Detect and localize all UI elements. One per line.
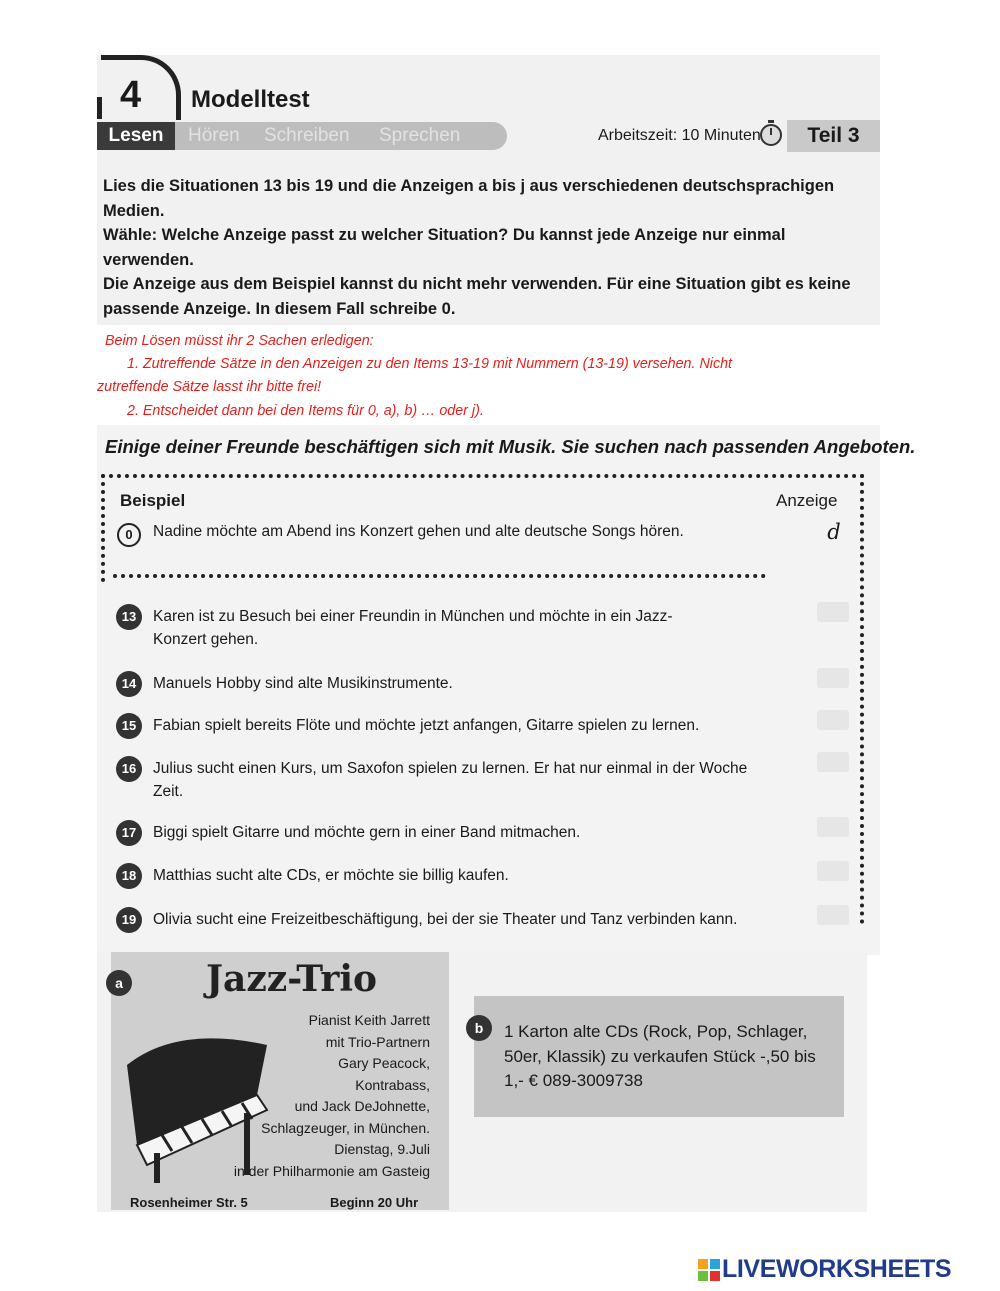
answer-input-13[interactable] xyxy=(817,602,849,622)
teacher-note-intro: Beim Lösen müsst ihr 2 Sachen erledigen: xyxy=(105,333,374,349)
item-text-13: Karen ist zu Besuch bei einer Freundin in München und möchte in ein Jazz-Konzert gehen. xyxy=(153,608,673,648)
chapter-number: 4 xyxy=(120,74,142,116)
ad-a-start-time: Beginn 20 Uhr xyxy=(330,1195,419,1210)
ad-b-text: 1 Karton alte CDs (Rock, Pop, Schlager, 50er, Klassik) zu verkaufen Stück -,50 bis 1,- € 089-3009738 xyxy=(504,1022,816,1090)
ad-a-line: in der Philharmonie am Gasteig xyxy=(233,1162,430,1179)
ad-a-title: Jazz-Trio xyxy=(206,958,378,1000)
ad-a-line: Pianist Keith Jarrett xyxy=(308,1012,430,1028)
item-number-16: 16 xyxy=(116,756,142,782)
answer-column-header: Anzeige xyxy=(776,491,838,510)
example-label: Beispiel xyxy=(120,491,186,510)
ad-a-line: mit Trio-Partnern xyxy=(325,1033,430,1050)
part-label: Teil 3 xyxy=(787,120,880,152)
chapter-badge-bar xyxy=(97,97,102,119)
ad-a-address: Rosenheimer Str. 5 xyxy=(130,1195,248,1210)
item-text-19: Olivia sucht eine Freizeitbeschäftigung, bei der sie Theater und Tanz verbinden kann. xyxy=(153,911,738,928)
item-text-18: Matthias sucht alte CDs, er möchte sie billig kaufen. xyxy=(153,867,509,884)
task-instructions xyxy=(103,174,878,321)
ad-a-line: Schlagzeuger, in München. xyxy=(261,1119,430,1136)
item-number-18: 18 xyxy=(116,863,142,889)
ad-a-line: Gary Peacock, xyxy=(338,1055,430,1071)
example-box-divider xyxy=(113,574,766,578)
ad-a-line: Dienstag, 9.Juli xyxy=(334,1141,430,1157)
item-number-15: 15 xyxy=(116,713,142,739)
example-text: Nadine möchte am Abend ins Konzert gehen und alte deutsche Songs hören. xyxy=(153,523,684,540)
answer-input-17[interactable] xyxy=(817,817,849,837)
example-number: 0 xyxy=(117,523,141,547)
item-text-16: Julius sucht einen Kurs, um Saxofon spielen zu lernen. Er hat nur einmal in der Woche Zeit. xyxy=(153,760,748,800)
skill-reading: Lesen xyxy=(97,122,175,150)
ad-a-line: Kontrabass, xyxy=(355,1076,430,1093)
skill-writing: Schreiben xyxy=(264,125,350,146)
skill-speaking: Sprechen xyxy=(379,125,461,146)
instruction-line-1: Lies die Situationen 13 bis 19 und die Anzeigen a bis j aus verschiedenen deutschsprachigen Medien. xyxy=(103,177,835,220)
answer-column-border xyxy=(860,474,864,924)
ad-a-body xyxy=(210,1010,430,1182)
example-answer: d xyxy=(827,520,841,544)
answer-input-15[interactable] xyxy=(817,710,849,730)
answer-input-14[interactable] xyxy=(817,668,849,688)
ad-a-line: und Jack DeJohnette, xyxy=(294,1098,430,1114)
item-number-13: 13 xyxy=(116,604,142,630)
answer-input-18[interactable] xyxy=(817,861,849,881)
teacher-note-step2: 2. Entscheidet dann bei den Items für 0, a), b) … oder j). xyxy=(127,403,484,419)
topic-heading: Einige deiner Freunde beschäftigen sich mit Musik. Sie suchen nach passenden Angeboten. xyxy=(105,436,916,457)
item-text-17: Biggi spielt Gitarre und möchte gern in einer Band mitmachen. xyxy=(153,824,581,841)
item-text-14: Manuels Hobby sind alte Musikinstrumente. xyxy=(153,675,453,692)
work-time: Arbeitszeit: 10 Minuten xyxy=(598,127,761,144)
item-number-19: 19 xyxy=(116,907,142,933)
liveworksheets-logo[interactable]: LIVEWORKSHEETS xyxy=(722,1255,952,1283)
stopwatch-icon xyxy=(758,120,784,146)
answer-input-16[interactable] xyxy=(817,752,849,772)
item-number-14: 14 xyxy=(116,671,142,697)
teacher-note-step1: 1. Zutreffende Sätze in den Anzeigen zu den Items 13-19 mit Nummern (13-19) versehen. Nicht xyxy=(127,356,733,372)
ad-a-letter: a xyxy=(106,970,132,996)
chapter-title: Modelltest xyxy=(191,86,310,113)
teacher-note-step1-cont: zutreffende Sätze lasst ihr bitte frei! xyxy=(97,379,322,395)
skill-listening: Hören xyxy=(188,125,240,146)
liveworksheets-logo-icon xyxy=(698,1259,720,1283)
instruction-line-3: Die Anzeige aus dem Beispiel kannst du nicht mehr verwenden. Für eine Situation gibt es keine passende Anzeige. In diesem Fall schreibe 0. xyxy=(103,275,851,318)
ad-b-letter: b xyxy=(466,1015,492,1041)
item-text-15: Fabian spielt bereits Flöte und möchte jetzt anfangen, Gitarre spielen zu lernen. xyxy=(153,717,700,734)
answer-input-19[interactable] xyxy=(817,905,849,925)
instruction-line-2: Wähle: Welche Anzeige passt zu welcher Situation? Du kannst jede Anzeige nur einmal verwenden. xyxy=(103,226,786,269)
item-number-17: 17 xyxy=(116,820,142,846)
